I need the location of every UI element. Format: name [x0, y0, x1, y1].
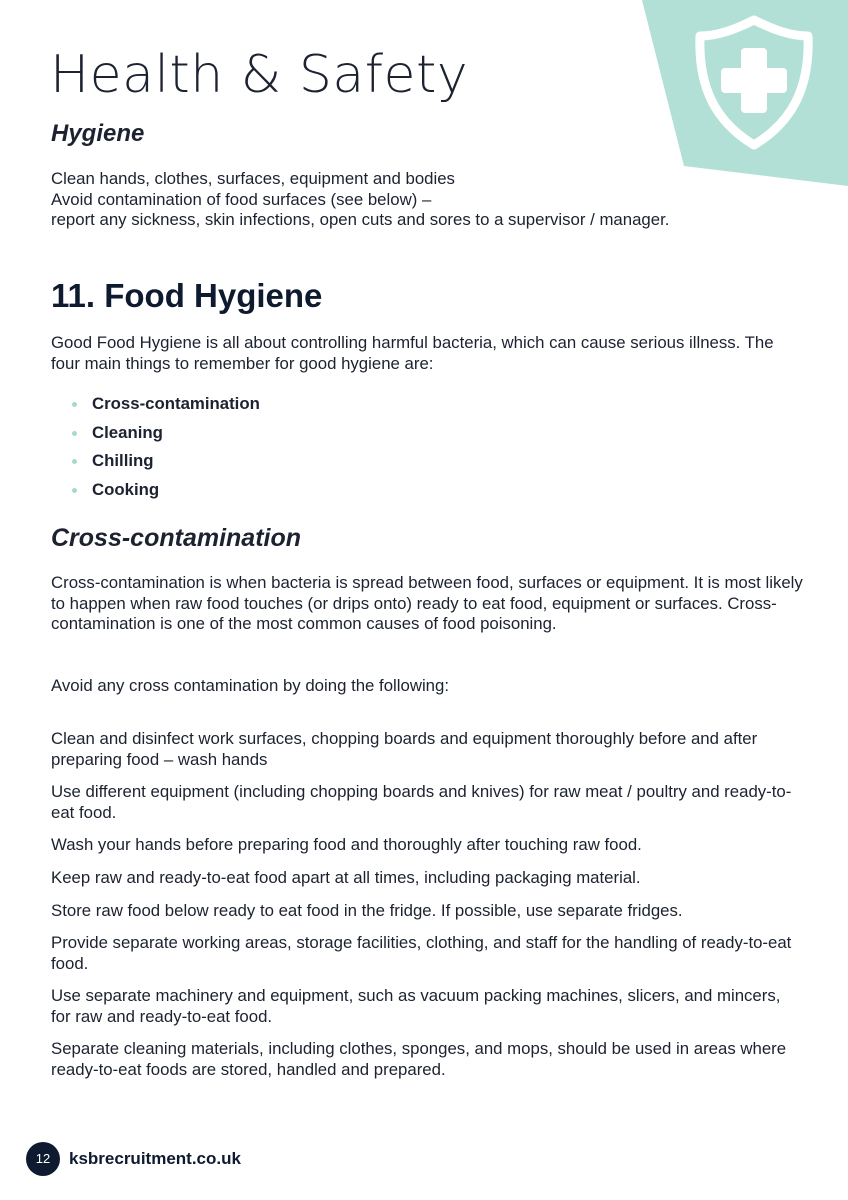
- hygiene-bullet-list: [70, 393, 260, 507]
- cross-contamination-lead: Avoid any cross contamination by doing the following:: [51, 676, 450, 695]
- bullet-icon: [72, 488, 77, 493]
- list-item: Clean and disinfect work surfaces, chopping boards and equipment thoroughly before and after preparing food – wash hands: [51, 729, 758, 769]
- list-item: Store raw food below ready to eat food in the fridge. If possible, use separate fridges.: [51, 901, 683, 920]
- hygiene-text: [51, 169, 811, 231]
- list-item: Cleaning: [70, 422, 260, 451]
- list-item: Use separate machinery and equipment, such as vacuum packing machines, slicers, and mincers, for raw and ready-to-eat food.: [51, 986, 781, 1026]
- list-item: Cross-contamination: [70, 393, 260, 422]
- list-item: Use different equipment (including chopping boards and knives) for raw meat / poultry and ready-to-eat food.: [51, 782, 792, 822]
- bullet-icon: [72, 459, 77, 464]
- page-number-badge: 12: [26, 1142, 60, 1176]
- food-hygiene-heading: 11. Food Hygiene: [51, 277, 323, 314]
- hygiene-line: Clean hands, clothes, surfaces, equipment and bodies: [51, 169, 455, 188]
- cross-contamination-heading: Cross-contamination: [51, 524, 302, 552]
- list-item: Keep raw and ready-to-eat food apart at all times, including packaging material.: [51, 868, 641, 887]
- bullet-icon: [72, 431, 77, 436]
- list-item: Provide separate working areas, storage facilities, clothing, and staff for the handling of ready-to-eat food.: [51, 933, 792, 973]
- list-item: Cooking: [70, 479, 260, 508]
- bullet-icon: [72, 402, 77, 407]
- hygiene-line: report any sickness, skin infections, open cuts and sores to a supervisor / manager.: [51, 210, 670, 229]
- hygiene-line: Avoid contamination of food surfaces (see below) –: [51, 189, 432, 209]
- page-title: Health & Safety: [50, 45, 469, 105]
- cross-contamination-paragraph: Cross-contamination is when bacteria is spread between food, surfaces or equipment. It is most likely to happen when raw food touches (or drips onto) ready to eat food, equipment or surfaces. Cross-contamination is one of the most common causes of food poisoning.: [51, 573, 803, 633]
- list-item: Separate cleaning materials, including clothes, sponges, and mops, should be used in areas where ready-to-eat foods are stored, handled and prepared.: [51, 1039, 787, 1079]
- website-link[interactable]: ksbrecruitment.co.uk: [69, 1149, 241, 1168]
- list-item: Wash your hands before preparing food and thoroughly after touching raw food.: [51, 835, 642, 854]
- list-item: Chilling: [70, 450, 260, 479]
- hygiene-heading: Hygiene: [51, 120, 145, 147]
- food-hygiene-intro: Good Food Hygiene is all about controlling harmful bacteria, which can cause serious illness. The four main things to remember for good hygiene are:: [51, 333, 774, 373]
